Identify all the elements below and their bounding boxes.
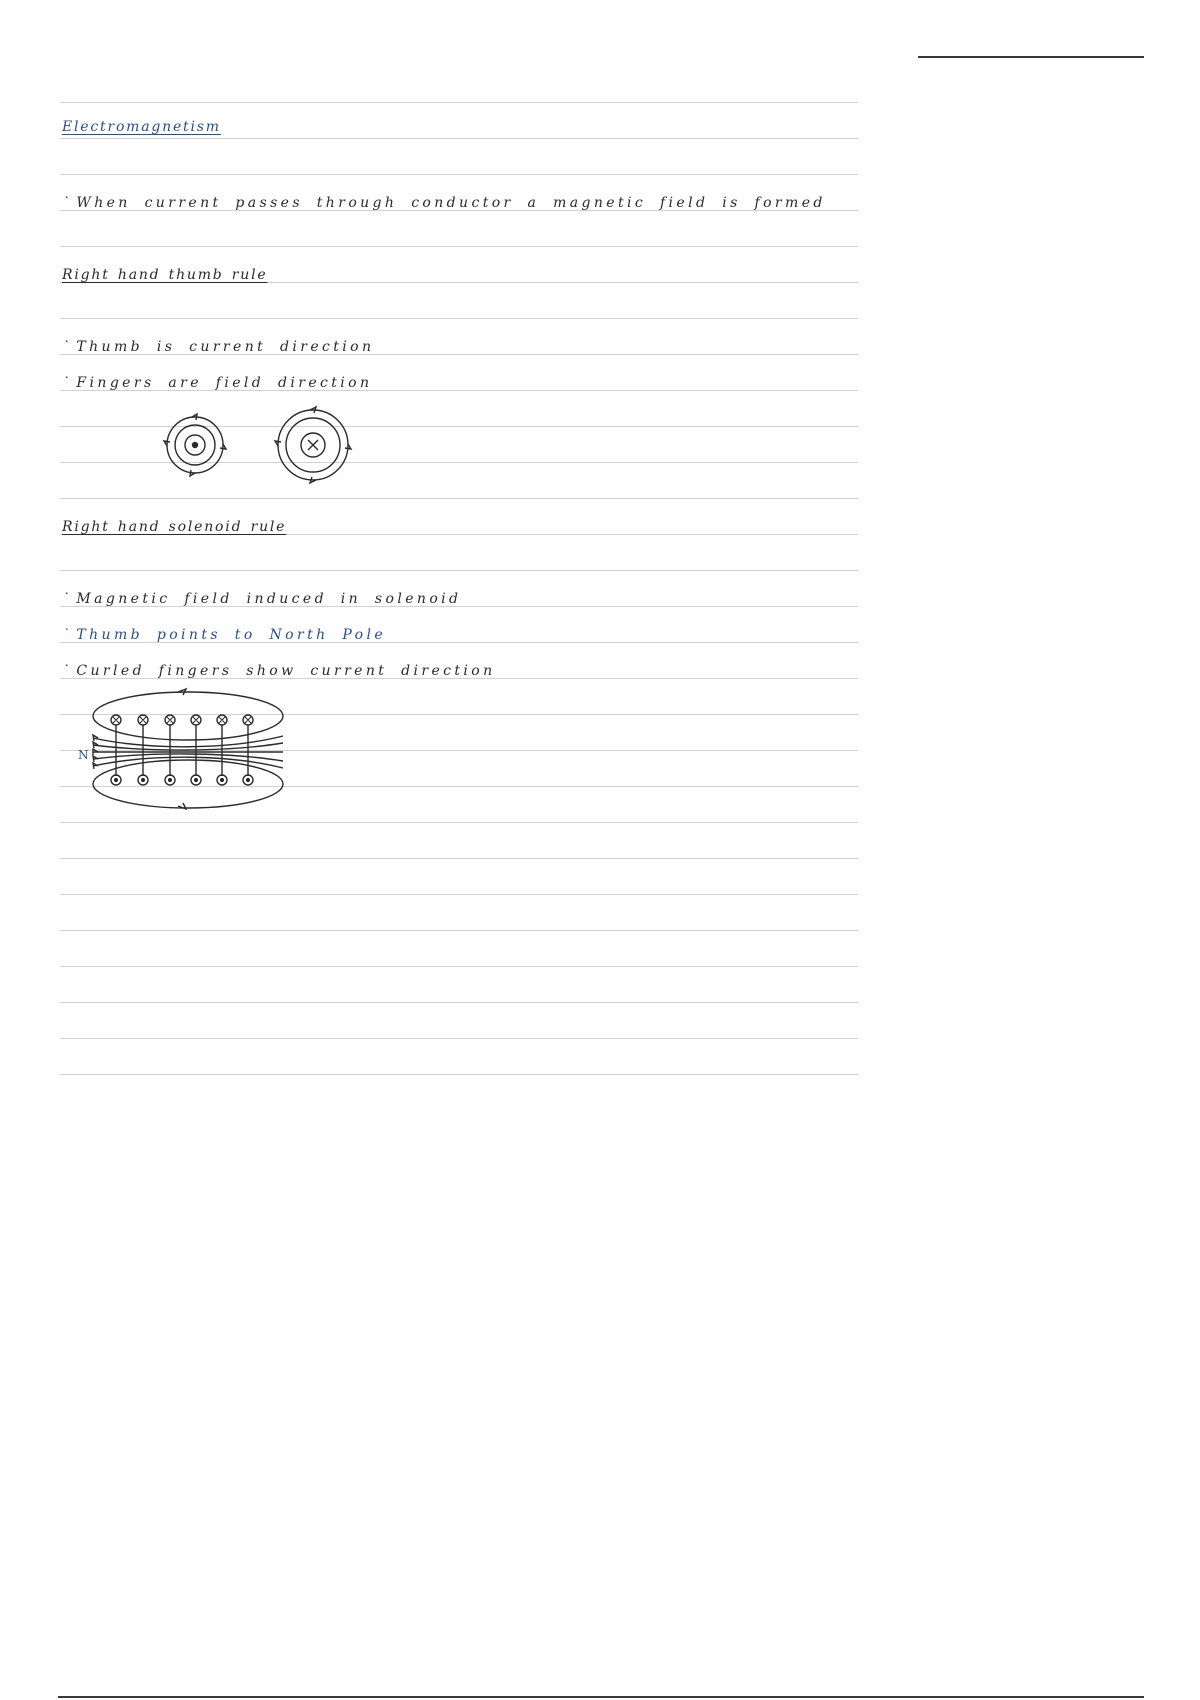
ruled-line: [60, 138, 858, 139]
field-circles-diagram: [160, 410, 360, 480]
solenoid-rule-item-2: ˙ Thumb points to North Pole: [62, 626, 386, 644]
ruled-line: [60, 966, 858, 967]
header-rule: [918, 56, 1144, 58]
heading-solenoid-rule: Right hand solenoid rule: [62, 519, 287, 535]
ruled-line: [60, 894, 858, 895]
heading-thumb-rule: Right hand thumb rule: [62, 267, 268, 283]
solenoid-rule-item-3: ˙ Curled fingers show current direction: [62, 662, 496, 680]
ruled-line: [60, 102, 858, 103]
thumb-rule-item-1: ˙ Thumb is current direction: [62, 338, 374, 356]
ruled-line: [60, 822, 858, 823]
ruled-line: [60, 498, 858, 499]
ruled-line: [60, 930, 858, 931]
solenoid-north-label: N: [78, 748, 89, 762]
footer-rule: [58, 1696, 1144, 1698]
ruled-line: [60, 1002, 858, 1003]
ruled-line: [60, 174, 858, 175]
page-title: Electromagnetism: [62, 119, 221, 135]
ruled-line: [60, 1038, 858, 1039]
ruled-line: [60, 1074, 858, 1075]
ruled-line: [60, 858, 858, 859]
note-line-1: ˙ When current passes through conductor a magnetic field is formed: [62, 194, 826, 212]
solenoid-rule-item-1: ˙ Magnetic field induced in solenoid: [62, 590, 461, 608]
ruled-line: [60, 570, 858, 571]
thumb-rule-item-2: ˙ Fingers are field direction: [62, 374, 372, 392]
ruled-line: [60, 246, 858, 247]
ruled-line: [60, 318, 858, 319]
solenoid-diagram: [88, 688, 288, 810]
